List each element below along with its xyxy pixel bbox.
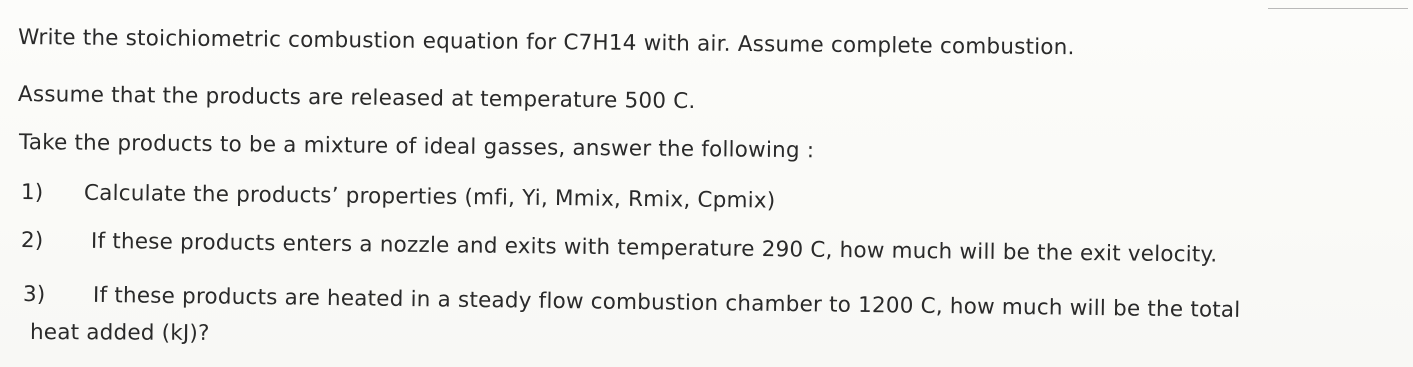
question-3-text: If these products are heated in a steady flow combustion chamber to 1200 C, how much will be the total xyxy=(92,282,1241,323)
question-3 xyxy=(23,282,1241,323)
corner-rule xyxy=(1268,8,1408,9)
question-3-continuation: heat added (kJ)? xyxy=(29,320,210,346)
intro-line-3: Take the products to be a mixture of ideal gasses, answer the following : xyxy=(18,130,815,164)
question-2-text: If these products enters a nozzle and exits with temperature 290 C, how much will be the exit velocity. xyxy=(90,228,1218,268)
question-2-number: 2) xyxy=(20,228,44,254)
intro-line-1: Write the stoichiometric combustion equation for C7H14 with air. Assume complete combustion. xyxy=(17,25,1075,61)
question-2 xyxy=(21,228,1218,268)
question-1-text: Calculate the products’ properties (mfi, Yi, Mmix, Rmix, Cpmix) xyxy=(83,180,776,214)
question-1 xyxy=(21,180,776,214)
question-3-number: 3) xyxy=(22,282,46,308)
intro-line-2: Assume that the products are released at temperature 500 C. xyxy=(17,82,696,115)
question-1-number: 1) xyxy=(20,180,44,206)
